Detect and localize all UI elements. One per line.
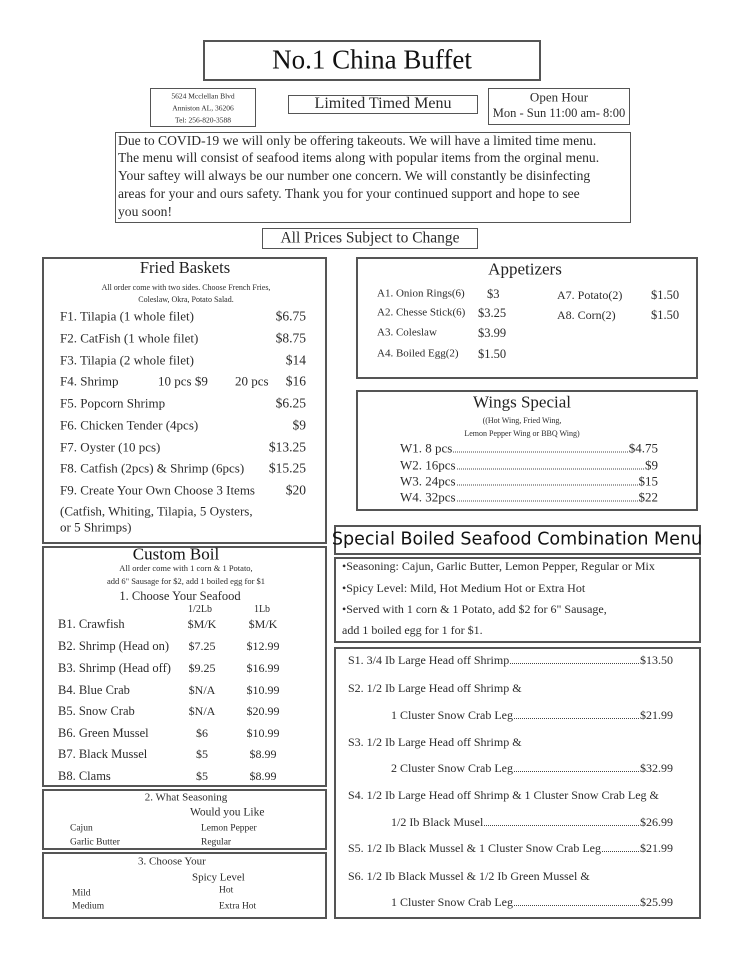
dot-leader [514, 771, 639, 772]
fried-extra-note: (Catfish, Whiting, Tilapia, 5 Oysters, [60, 503, 253, 519]
appetizer-price: $3 [487, 286, 500, 301]
boil-price-half: $9.25 [188, 661, 216, 675]
appetizer-price: $1.50 [478, 346, 507, 361]
item-name: S1. 3/4 Ib Large Head off Shrimp [348, 653, 510, 667]
item-name: W3. 24pcs [400, 473, 456, 489]
appetizer-price: $1.50 [651, 287, 680, 302]
boil-price-full: $10.99 [246, 683, 280, 697]
appetizer-name: A2. Chesse Stick(6) [377, 306, 466, 319]
notice-line: areas for your and ours safety. Thank you for your continued support and hope to see [118, 186, 580, 202]
boil-price-half: $6 [196, 726, 208, 740]
custom-boil-note: add 6" Sausage for $2, add 1 boiled egg for $1 [106, 575, 266, 586]
boil-price-full: $8.99 [249, 747, 277, 761]
dot-leader [457, 501, 638, 502]
open-hours: Mon - Sun 11:00 am- 8:00 [492, 105, 626, 120]
custom-boil-step1: 1. Choose Your Seafood [119, 588, 241, 603]
spicy-option: Hot [219, 885, 234, 896]
address-city: Anniston AL, 36206 [172, 103, 234, 113]
item-price: $13.50 [640, 653, 673, 667]
fried-item-option: 10 pcs $9 [158, 373, 208, 389]
special-info-line: •Seasoning: Cajun, Garlic Butter, Lemon Pepper, Regular or Mix [342, 559, 655, 573]
address-phone: Tel: 256-820-3588 [175, 115, 231, 125]
limited-menu-label: Limited Timed Menu [314, 95, 452, 112]
address-street: 5624 Mcclellan Blvd [171, 91, 235, 101]
boil-price-half: $5 [196, 747, 208, 761]
spicy-option: Mild [72, 888, 91, 899]
seasoning-heading: Would you Like [190, 806, 265, 819]
special-item [391, 709, 673, 721]
fried-item-name: F6. Chicken Tender (4pcs) [60, 417, 199, 433]
item-name: W4. 32pcs [400, 489, 456, 505]
fried-item-name: F8. Catfish (2pcs) & Shrimp (6pcs) [60, 460, 245, 476]
fried-item-name: F9. Create Your Own Choose 3 Items [60, 482, 255, 498]
special-item [391, 816, 673, 828]
boil-price-full: $M/K [248, 617, 278, 631]
fried-item-price: $14 [285, 352, 306, 368]
dot-leader [602, 851, 639, 852]
dot-leader [514, 905, 639, 906]
fried-item-price: $6.25 [275, 395, 306, 411]
dot-leader [510, 663, 639, 664]
boil-price-half: $N/A [188, 704, 216, 718]
special-item [391, 762, 673, 774]
item-name: W1. 8 pcs [400, 440, 453, 456]
item-price: $32.99 [640, 761, 673, 775]
wing-item [400, 491, 658, 504]
fried-baskets-note: All order come with two sides. Choose French Fries, [101, 283, 271, 292]
special-item-line1: S2. 1/2 Ib Large Head off Shrimp & [348, 681, 522, 695]
fried-item-name: F1. Tilapia (1 whole filet) [60, 308, 194, 324]
dot-leader [457, 485, 638, 486]
boil-price-full: $12.99 [246, 639, 280, 653]
item-name: 1 Cluster Snow Crab Leg [391, 895, 513, 909]
dot-leader [457, 469, 644, 470]
special-item [348, 842, 673, 854]
item-price: $4.75 [628, 440, 658, 456]
boil-price-full: $20.99 [246, 704, 280, 718]
spicy-option: Medium [72, 901, 105, 912]
item-price: $25.99 [640, 895, 673, 909]
fried-item-price: $20 [285, 482, 306, 498]
dot-leader [484, 825, 639, 826]
boil-item-name: B2. Shrimp (Head on) [58, 638, 170, 653]
appetizer-name: A4. Boiled Egg(2) [377, 347, 459, 360]
wings-note: Lemon Pepper Wing or BBQ Wing) [464, 429, 580, 438]
item-price: $21.99 [640, 841, 673, 855]
appetizer-name: A3. Coleslaw [377, 326, 437, 339]
appetizers-title: Appetizers [488, 259, 562, 279]
boil-item-name: B3. Shrimp (Head off) [58, 660, 171, 675]
item-price: $22 [638, 489, 658, 505]
spicy-option: Extra Hot [219, 901, 257, 912]
boil-price-half: $N/A [188, 683, 216, 697]
boil-price-full: $8.99 [249, 769, 277, 783]
seasoning-option: Lemon Pepper [201, 823, 257, 834]
fried-item-price: $8.75 [275, 330, 306, 346]
special-title: Special Boiled Seafood Combination Menu [331, 529, 703, 550]
boil-price-half: $7.25 [188, 639, 216, 653]
special-item [391, 896, 673, 908]
appetizer-name: A7. Potato(2) [557, 288, 623, 302]
boil-item-name: B5. Snow Crab [58, 703, 135, 718]
column-full-lb: 1Lb [253, 604, 271, 615]
boil-item-name: B6. Green Mussel [58, 725, 149, 740]
seasoning-option: Garlic Butter [70, 837, 120, 848]
special-item-line1: S4. 1/2 Ib Large Head off Shrimp & 1 Cluster Snow Crab Leg & [348, 788, 659, 802]
fried-item-name: F7. Oyster (10 pcs) [60, 439, 161, 455]
seasoning-heading: 2. What Seasoning [144, 791, 228, 804]
notice-line: Your saftey will always be our number one concern. We will constantly be disinfecting [118, 168, 591, 184]
boil-item-name: B1. Crawfish [58, 616, 125, 631]
item-name: 1/2 Ib Black Musel [391, 815, 484, 829]
restaurant-name: No.1 China Buffet [272, 44, 472, 75]
boil-price-full: $16.99 [246, 661, 280, 675]
fried-item-name: F5. Popcorn Shrimp [60, 395, 166, 411]
boil-price-half: $5 [196, 769, 208, 783]
notice-line: you soon! [118, 204, 172, 220]
fried-item-price: $6.75 [275, 308, 306, 324]
special-info-line: add 1 boiled egg for 1 for $1. [342, 623, 483, 637]
appetizer-price: $3.99 [478, 325, 507, 340]
wing-item [400, 442, 658, 455]
custom-boil-note: All order come with 1 corn & 1 Potato, [119, 562, 253, 573]
boil-price-half: $M/K [187, 617, 217, 631]
boil-item-name: B4. Blue Crab [58, 682, 130, 697]
item-name: 1 Cluster Snow Crab Leg [391, 708, 513, 722]
fried-item-price: $16 [285, 373, 306, 389]
special-item-line1: S3. 1/2 Ib Large Head off Shrimp & [348, 735, 522, 749]
column-half-lb: 1/2Lb [188, 604, 212, 615]
appetizer-name: A8. Corn(2) [557, 308, 616, 322]
fried-item-name: F2. CatFish (1 whole filet) [60, 330, 199, 346]
item-price: $15 [638, 473, 658, 489]
fried-item-price: $15.25 [268, 460, 306, 476]
fried-item-option: 20 pcs [235, 373, 269, 389]
item-name: 2 Cluster Snow Crab Leg [391, 761, 513, 775]
fried-item-name: F3. Tilapia (2 whole filet) [60, 352, 194, 368]
fried-baskets-title: Fried Baskets [139, 257, 231, 277]
spicy-heading: Spicy Level [192, 871, 245, 884]
appetizer-price: $3.25 [478, 305, 507, 320]
item-price: $26.99 [640, 815, 673, 829]
special-item-line1: S6. 1/2 Ib Black Mussel & 1/2 Ib Green Mussel & [348, 869, 590, 883]
special-item [348, 654, 673, 666]
notice-line: The menu will consist of seafood items along with popular items from the orginal menu. [118, 150, 600, 166]
boil-item-name: B7. Black Mussel [58, 746, 148, 761]
special-info-line: •Served with 1 corn & 1 Potato, add $2 for 6" Sausage, [342, 602, 607, 616]
notice-line: Due to COVID-19 we will only be offering takeouts. We will have a limited time menu. [118, 133, 597, 149]
fried-baskets-note: Coleslaw, Okra, Potato Salad. [138, 295, 234, 304]
spicy-heading: 3. Choose Your [138, 855, 206, 868]
open-hour-label: Open Hour [529, 89, 589, 105]
item-price: $9 [645, 457, 658, 473]
prices-notice: All Prices Subject to Change [280, 229, 460, 247]
fried-item-price: $13.25 [268, 439, 306, 455]
seasoning-option: Cajun [70, 823, 93, 834]
boil-price-full: $10.99 [246, 726, 280, 740]
fried-extra-note: or 5 Shrimps) [60, 519, 132, 535]
custom-boil-title: Custom Boil [132, 544, 220, 564]
appetizer-price: $1.50 [651, 307, 680, 322]
wings-note: ((Hot Wing, Fried Wing, [482, 416, 562, 425]
fried-item-price: $9 [292, 417, 306, 433]
boil-item-name: B8. Clams [58, 768, 111, 783]
dot-leader [514, 718, 639, 719]
wing-item [400, 459, 658, 472]
dot-leader [453, 452, 627, 453]
item-name: S5. 1/2 Ib Black Mussel & 1 Cluster Snow Crab Leg [348, 841, 601, 855]
special-info-line: •Spicy Level: Mild, Hot Medium Hot or Extra Hot [342, 581, 586, 595]
item-price: $21.99 [640, 708, 673, 722]
appetizer-name: A1. Onion Rings(6) [377, 287, 465, 300]
wing-item [400, 475, 658, 488]
item-name: W2. 16pcs [400, 457, 456, 473]
fried-item-name: F4. Shrimp [60, 373, 119, 389]
seasoning-option: Regular [201, 837, 232, 848]
wings-title: Wings Special [473, 392, 571, 412]
